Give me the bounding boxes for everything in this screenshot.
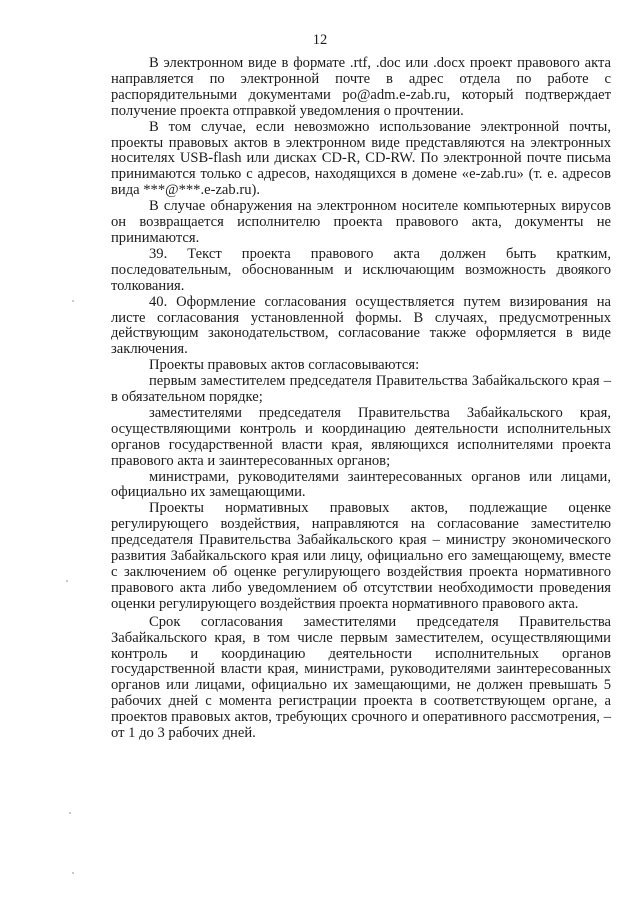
paragraph-deputies: заместителями председателя Правительства Забайкальского края, осуществляющими контроль и координацию деятельности исполнительных органов государственной власти края, являющихся исполнителями проекта правового акта и заинтересованных органов; — [111, 404, 611, 469]
paragraph-electronic-media: В том случае, если невозможно использование электронной почты, проекты правовых актов в электронном виде представляются на электронных носителях USB-flash или дисках CD-R, CD-RW. По электронной почте письма принимаются только с адресов, находящихся в домене «e-zab.ru» (т. е. адресов вида ***@***.e-zab.ru). — [111, 118, 611, 199]
paragraph-virus-detection: В случае обнаружения на электронном носителе компьютерных вирусов он возвращается исполнителю проекта правового акта, документы не принимаются. — [111, 198, 611, 246]
paragraph-first-deputy: первым заместителем председателя Правительства Забайкальского края – в обязательном порядке; — [111, 373, 611, 406]
scan-speck — [69, 812, 71, 814]
paragraph-item-39: 39. Текст проекта правового акта должен быть кратким, последовательным, обоснованным и исключающим возможность двоякого толкования. — [111, 245, 611, 294]
scan-speck — [72, 300, 74, 302]
paragraph-regulatory-impact: Проекты нормативных правовых актов, подлежащие оценке регулирующего воздействия, направляются на согласование заместителю председателя Правительства Забайкальского края – министру экономического развития Забайкальского края или лицу, официально его замещающему, вместе с заключением об оценке регулирующего воздействия проекта нормативного правового акта либо уведомлением об отсутствии необходимости проведения оценки регулирующего воздействия проекта нормативного правового акта. — [111, 500, 611, 612]
paragraph-ministers: министрами, руководителями заинтересованных органов или лицами, официально их замещающими. — [111, 468, 611, 501]
paragraph-email-submission: В электронном виде в формате .rtf, .doc или .docx проект правового акта направляется по электронной почте в адрес отдела по работе с распорядительными документами po@adm.e-zab.ru, который подтверждает получение проекта отправкой уведомления о прочтении. — [111, 55, 611, 119]
page-number: 12 — [312, 32, 328, 48]
scan-speck — [72, 872, 74, 874]
paragraph-approval-deadline: Срок согласования заместителями председателя Правительства Забайкальского края, в том числе первым заместителем, осуществляющими контроль и координацию деятельности исполнительных органов государственной власти края, министрами, руководителями заинтересованных органов или лицами, официально их замещающими, не должен превышать 5 рабочих дней с момента регистрации проекта в соответствующем органе, а проектов правовых актов, требующих срочного и оперативного рассмотрения, – от 1 до 3 рабочих дней. — [111, 613, 611, 742]
scan-speck — [66, 580, 68, 582]
paragraph-item-40: 40. Оформление согласования осуществляется путем визирования на листе согласования установленной формы. В случаях, предусмотренных действующим законодательством, согласование также оформляется в виде заключения. — [111, 293, 611, 358]
paragraph-approved-by: Проекты правовых актов согласовываются: — [149, 357, 420, 374]
document-body — [111, 56, 611, 742]
